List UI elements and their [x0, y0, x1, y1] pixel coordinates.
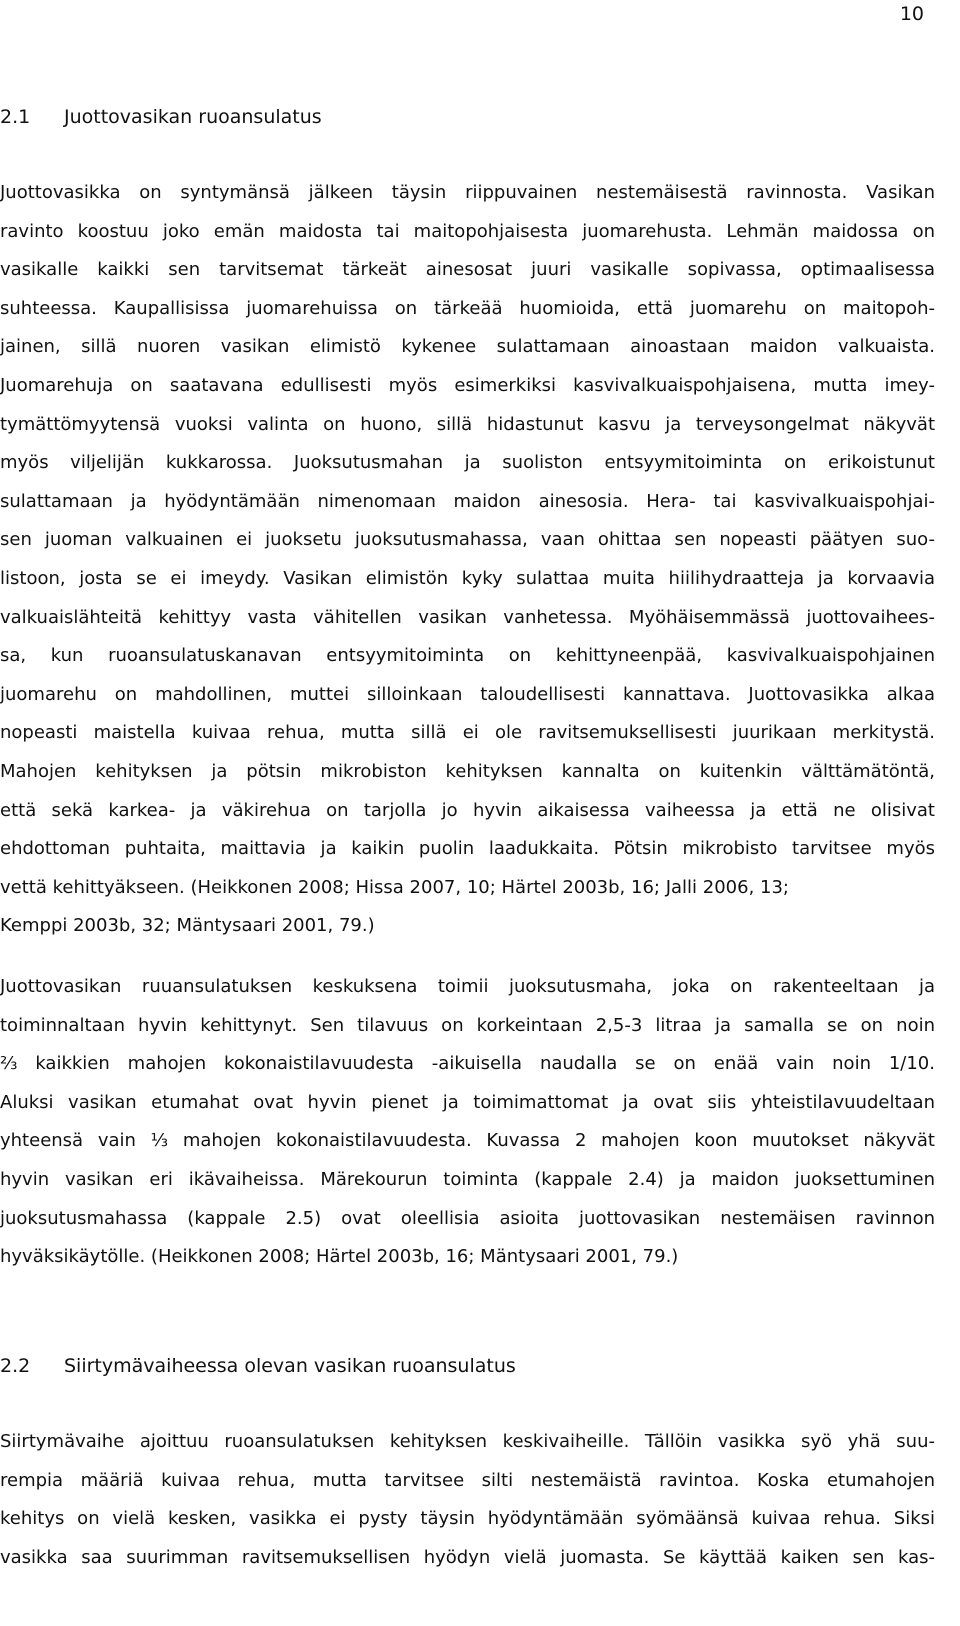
text-line: vasikalle kaikki sen tarvitsemat tärkeät ainesosat juuri vasikalle sopivassa, optimaalisessa: [0, 259, 935, 281]
text-line: juoksutusmahassa (kappale 2.5) ovat oleellisia asioita juottovasikan nestemäisen ravinnon: [0, 1207, 935, 1229]
text-line: toiminnaltaan hyvin kehittynyt. Sen tilavuus on korkeintaan 2,5-3 litraa ja samalla se on noin: [0, 1014, 935, 1036]
text-line: tymättömyytensä vuoksi valinta on huono, sillä hidastunut kasvu ja terveysongelmat näkyvät: [0, 413, 935, 435]
text-line: kehitys on vielä kesken, vasikka ei pysty täysin hyödyntämään syömäänsä kuivaa rehua. Siksi: [0, 1508, 935, 1530]
page-number: 10: [899, 3, 924, 25]
text-line: vettä kehittyäkseen. (Heikkonen 2008; Hissa 2007, 10; Härtel 2003b, 16; Jalli 2006, 13;: [0, 876, 789, 898]
section-title: Siirtymävaiheessa olevan vasikan ruoansulatus: [64, 1355, 516, 1377]
section-number: 2.1: [0, 106, 31, 128]
text-line: ravinto koostuu joko emän maidosta tai maitopohjaisesta juomarehusta. Lehmän maidossa on: [0, 220, 935, 242]
text-line: sulattamaan ja hyödyntämään nimenomaan maidon ainesosia. Hera- tai kasvivalkuaispohjai-: [0, 490, 935, 512]
text-line: sen juoman valkuainen ei juoksetu juoksutusmahassa, vaan ohittaa sen nopeasti päätyen suo-: [0, 529, 935, 551]
text-line: vasikka saa suurimman ravitsemuksellisen hyödyn vielä juomasta. Se käyttää kaiken sen kas-: [0, 1546, 935, 1568]
text-line: juomarehu on mahdollinen, muttei silloinkaan taloudellisesti kannattava. Juottovasikka alkaa: [0, 683, 935, 705]
text-line: valkuaislähteitä kehittyy vasta vähitellen vasikan vanhetessa. Myöhäisemmässä juottovaihees-: [0, 606, 935, 628]
text-line: nopeasti maistella kuivaa rehua, mutta sillä ei ole ravitsemuksellisesti juurikaan merkitystä.: [0, 722, 935, 744]
paragraph-3: [0, 1423, 935, 1577]
text-line: Kemppi 2003b, 32; Mäntysaari 2001, 79.): [0, 915, 375, 937]
text-line: että sekä karkea- ja väkirehua on tarjolla jo hyvin aikaisessa vaiheessa ja että ne olisivat: [0, 799, 935, 821]
text-line: ⅔ kaikkien mahojen kokonaistilavuudesta -aikuisella naudalla se on enää vain noin 1/10.: [0, 1053, 935, 1075]
text-line: suhteessa. Kaupallisissa juomarehuissa on tärkeää huomioida, että juomarehu on maitopoh-: [0, 297, 935, 319]
text-line: myös viljelijän kukkarossa. Juoksutusmahan ja suoliston entsyymitoiminta on erikoistunut: [0, 452, 935, 474]
section-heading-2-1: [0, 105, 930, 129]
text-line: yhteensä vain ⅓ mahojen kokonaistilavuudesta. Kuvassa 2 mahojen koon muutokset näkyvät: [0, 1130, 935, 1152]
text-line: Juomarehuja on saatavana edullisesti myös esimerkiksi kasvivalkuaispohjaisena, mutta imey-: [0, 374, 935, 396]
text-line: Siirtymävaihe ajoittuu ruoansulatuksen kehityksen keskivaiheille. Tällöin vasikka syö yhä suu-: [0, 1431, 935, 1452]
text-line: Juottovasikka on syntymänsä jälkeen täysin riippuvainen nestemäisestä ravinnosta. Vasikan: [0, 182, 935, 203]
text-line: rempia määriä kuivaa rehua, mutta tarvitsee silti nestemäistä ravintoa. Koska etumahojen: [0, 1469, 935, 1491]
paragraph-1: [0, 174, 935, 946]
paragraph-2: [0, 968, 935, 1277]
text-line: Mahojen kehityksen ja pötsin mikrobiston kehityksen kannalta on kuitenkin välttämätöntä,: [0, 760, 935, 782]
text-line: jainen, sillä nuoren vasikan elimistö kykenee sulattamaan ainoastaan maidon valkuaista.: [0, 336, 935, 358]
section-title: Juottovasikan ruoansulatus: [64, 106, 322, 128]
text-line: Aluksi vasikan etumahat ovat hyvin pienet ja toimimattomat ja ovat siis yhteistilavuudeltaan: [0, 1091, 935, 1113]
section-heading-2-2: [0, 1354, 930, 1378]
text-line: listoon, josta se ei imeydy. Vasikan elimistön kyky sulattaa muita hiilihydraatteja ja korvaavia: [0, 567, 935, 589]
text-line: hyväksikäytölle. (Heikkonen 2008; Härtel 2003b, 16; Mäntysaari 2001, 79.): [0, 1246, 679, 1268]
text-line: hyvin vasikan eri ikävaiheissa. Märekourun toiminta (kappale 2.4) ja maidon juoksettuminen: [0, 1168, 935, 1190]
text-line: sa, kun ruoansulatuskanavan entsyymitoiminta on kehittyneenpää, kasvivalkuaispohjainen: [0, 645, 935, 667]
section-number: 2.2: [0, 1355, 31, 1377]
text-line: Juottovasikan ruuansulatuksen keskuksena toimii juoksutusmaha, joka on rakenteeltaan ja: [0, 976, 935, 997]
text-line: ehdottoman puhtaita, maittavia ja kaikin puolin laadukkaita. Pötsin mikrobisto tarvitsee myös: [0, 838, 935, 860]
